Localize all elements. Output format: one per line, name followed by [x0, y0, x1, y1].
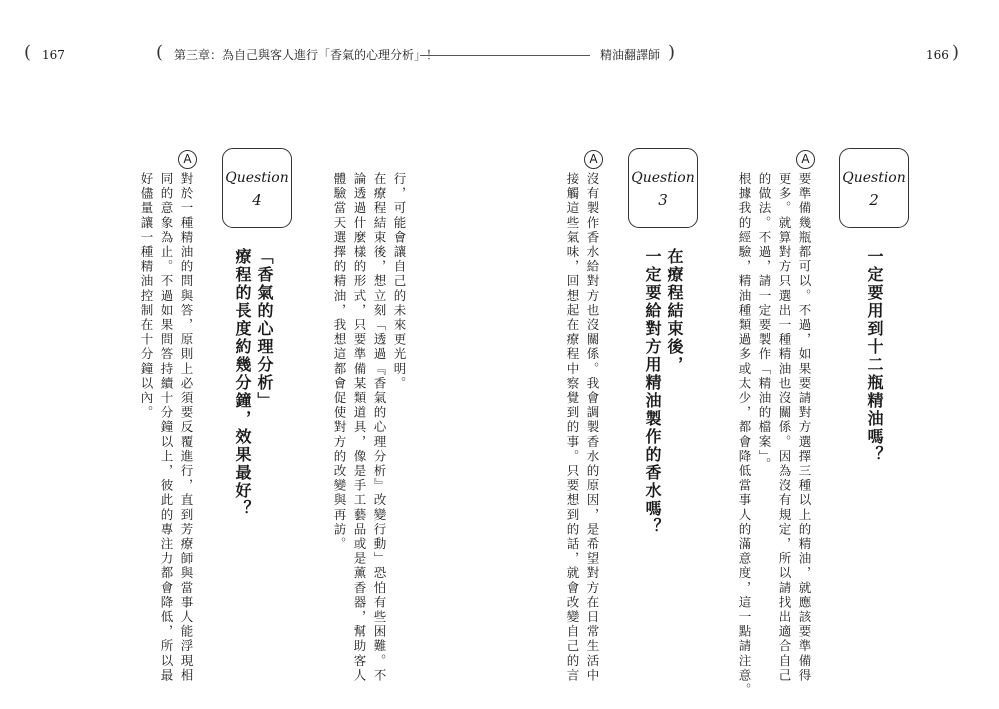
header-rule	[420, 55, 590, 56]
question-2-answer-line-4: 根據我的經驗，精油種類過多或太少，都會降低當事人的滿意度，這一點請注意。	[737, 172, 752, 698]
question-3-answer-line-4: 在療程結束後，想立刻「透過『香氣的心理分析』改變行動」恐怕有些困難。不	[372, 172, 387, 683]
book-title-paren-close: )	[668, 42, 676, 63]
question-2-answer-line-3: 的做法。不過，請一定要製作「精油的檔案」。	[757, 172, 772, 473]
question-4-answer-line-2: 同的意象為止。不過如果問答持續十分鐘以上，彼此的專注力都會降低，所以最	[159, 172, 174, 683]
question-3-number: 3	[658, 191, 668, 209]
question-4-label: Question	[225, 170, 289, 186]
question-3-answer-line-3: 行，可能會讓自己的未來更光明。	[392, 172, 407, 391]
question-3-box	[628, 148, 698, 228]
question-2-label: Question	[842, 170, 906, 186]
question-4-title-line-2: 療程的長度約幾分鐘，效果最好？	[233, 248, 252, 518]
question-4-title-line-1: 「香氣的心理分析」	[255, 248, 274, 410]
left-page-number: 167	[42, 48, 65, 62]
chapter-title: 第三章：為自己與客人進行「香氣的心理分析」！	[174, 48, 439, 62]
question-2-answer-mark: A	[796, 150, 815, 169]
book-title: 精油翻譯師	[600, 48, 661, 62]
question-3-title-line-1: 在療程結束後，	[665, 248, 684, 374]
question-3-answer-line-1: 沒有製作香水給對方也沒關係。我會調製香水的原因，是希望對方在日常生活中	[585, 172, 600, 683]
right-page-paren-close: )	[952, 42, 960, 63]
question-3-answer-line-6: 體驗當天選擇的精油，我想這都會促使對方的改變與再訪。	[332, 172, 347, 552]
question-4-box	[222, 148, 292, 228]
question-4-answer-mark: A	[178, 150, 197, 169]
left-page-paren-open: (	[24, 42, 32, 63]
question-3-title-line-2: 一定要給對方用精油製作的香水嗎？	[643, 248, 662, 536]
right-page-number: 166	[926, 48, 949, 62]
question-4-number: 4	[252, 191, 262, 209]
chapter-paren-open: (	[156, 42, 164, 63]
question-3-answer-line-2: 接觸這些氣味，回想起在療程中察覺到的事。只要想到的話，就會改變自己的言	[565, 172, 580, 683]
question-3-label: Question	[631, 170, 695, 186]
question-4-answer-line-3: 好儘量讓一種精油控制在十分鐘以內。	[139, 172, 154, 421]
question-2-box	[839, 148, 909, 228]
question-2-title: 一定要用到十二瓶精油嗎？	[865, 248, 884, 464]
question-3-answer-line-5: 論透過什麼樣的形式，只要準備某類道具，像是手工藝品或是薰香器，幫助客人	[352, 172, 367, 683]
question-3-answer-mark: A	[584, 150, 603, 169]
question-2-answer-line-2: 更多。就算對方只選出一種精油也沒關係。因為沒有規定，所以請找出適合自己	[777, 172, 792, 683]
question-2-answer-line-1: 要準備幾瓶都可以。不過，如果要請對方選擇三種以上的精油，就應該要準備得	[797, 172, 812, 683]
question-2-number: 2	[869, 191, 879, 209]
question-4-answer-line-1: 對於一種精油的問與答，原則上必須要反覆進行，直到芳療師與當事人能浮現相	[179, 172, 194, 683]
